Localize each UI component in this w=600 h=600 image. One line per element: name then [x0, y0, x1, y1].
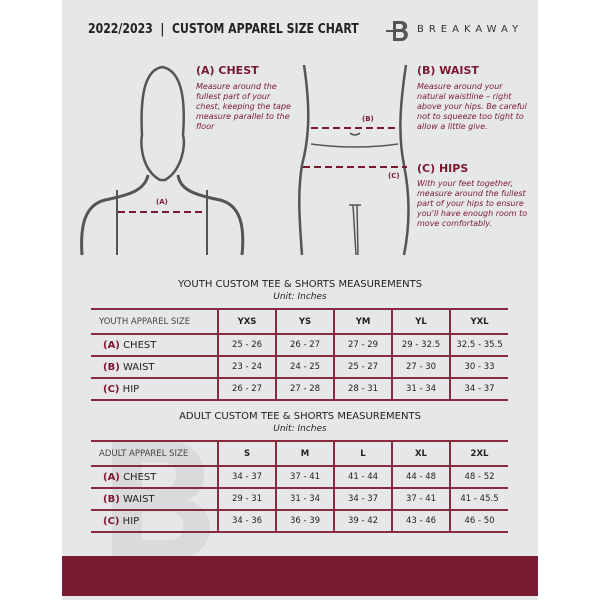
- measurement-value: 43 - 46: [392, 510, 450, 532]
- measurement-value: 48 - 52: [450, 466, 508, 488]
- measurement-value: 26 - 27: [276, 334, 334, 356]
- table-row: [91, 488, 508, 510]
- measurement-value: 27 - 29: [334, 334, 392, 356]
- waist-description: Measure around your natural waistline – right above your hips. Be careful not to squeeze too tight to allow a little give.: [417, 82, 527, 131]
- size-header: YXL: [450, 309, 508, 334]
- measurement-name: HIP: [122, 515, 140, 527]
- measurement-letter: (B): [103, 361, 120, 373]
- measurement-letter: (A): [103, 471, 120, 483]
- size-header: L: [334, 441, 392, 466]
- table-header-row: [91, 441, 508, 466]
- size-header: XL: [392, 441, 450, 466]
- size-header: M: [276, 441, 334, 466]
- measurement-value: 27 - 30: [392, 356, 450, 378]
- table-row: [91, 378, 508, 400]
- measurement-label: [91, 334, 218, 356]
- measurement-value: 25 - 27: [334, 356, 392, 378]
- measurement-label: [91, 356, 218, 378]
- measurement-value: 34 - 37: [334, 488, 392, 510]
- measurement-value: 34 - 37: [218, 466, 276, 488]
- measurement-value: 28 - 31: [334, 378, 392, 400]
- measurement-value: 30 - 33: [450, 356, 508, 378]
- measurement-value: 37 - 41: [392, 488, 450, 510]
- measurement-label: [91, 488, 218, 510]
- measurement-value: 41 - 45.5: [450, 488, 508, 510]
- adult-table-title: ADULT CUSTOM TEE & SHORTS MEASUREMENTS: [179, 411, 421, 422]
- measurement-name: CHEST: [123, 471, 157, 483]
- measurement-name: WAIST: [122, 493, 155, 505]
- measurement-value: 32.5 - 35.5: [450, 334, 508, 356]
- chest-heading: (A) CHEST: [196, 64, 259, 77]
- size-header: S: [218, 441, 276, 466]
- youth-table-title: YOUTH CUSTOM TEE & SHORTS MEASUREMENTS: [177, 279, 423, 290]
- measurement-value: 37 - 41: [276, 466, 334, 488]
- measurement-value: 26 - 27: [218, 378, 276, 400]
- adult-size-table: [91, 440, 508, 533]
- adult-unit: Unit: Inches: [273, 424, 327, 434]
- table-row: [91, 510, 508, 532]
- measurement-value: 41 - 44: [334, 466, 392, 488]
- brand-name: BREAKAWAY: [417, 24, 524, 35]
- measurement-value: 24 - 25: [276, 356, 334, 378]
- measurement-label: [91, 378, 218, 400]
- measurement-letter: (C): [103, 383, 120, 395]
- youth-size-table: [91, 308, 508, 401]
- measurement-value: 44 - 48: [392, 466, 450, 488]
- footer-bar: [62, 556, 538, 596]
- page-title: 2022/2023 | CUSTOM APPAREL SIZE CHART: [88, 22, 359, 37]
- size-header: YL: [392, 309, 450, 334]
- measurement-name: CHEST: [123, 339, 157, 351]
- chest-description: Measure around the fullest part of your chest, keeping the tape measure parallel to the floor: [196, 82, 291, 131]
- size-header: YM: [334, 309, 392, 334]
- size-header: YXS: [218, 309, 276, 334]
- measurement-value: 29 - 32.5: [392, 334, 450, 356]
- table-row: [91, 356, 508, 378]
- lower-body-figure: [299, 65, 408, 255]
- waist-marker: (B): [362, 115, 374, 123]
- measurement-letter: (B): [103, 493, 120, 505]
- hips-marker: (C): [388, 172, 400, 180]
- measurement-value: 39 - 42: [334, 510, 392, 532]
- measurement-value: 29 - 31: [218, 488, 276, 510]
- measurement-value: 46 - 50: [450, 510, 508, 532]
- measurement-label: [91, 466, 218, 488]
- hips-heading: (C) HIPS: [417, 162, 469, 175]
- size-label: ADULT APPAREL SIZE: [91, 441, 218, 466]
- size-label: YOUTH APPAREL SIZE: [91, 309, 218, 334]
- waist-heading: (B) WAIST: [417, 64, 479, 77]
- chest-marker: (A): [156, 198, 168, 206]
- measurement-letter: (A): [103, 339, 120, 351]
- breakaway-logo-icon: [386, 18, 412, 44]
- size-header: YS: [276, 309, 334, 334]
- measurement-value: 34 - 36: [218, 510, 276, 532]
- table-header-row: [91, 309, 508, 334]
- table-row: [91, 466, 508, 488]
- table-row: [91, 334, 508, 356]
- measurement-name: HIP: [122, 383, 140, 395]
- measurement-value: 31 - 34: [276, 488, 334, 510]
- measurement-value: 23 - 24: [218, 356, 276, 378]
- size-header: 2XL: [450, 441, 508, 466]
- measurement-value: 25 - 26: [218, 334, 276, 356]
- measurement-name: WAIST: [122, 361, 155, 373]
- measurement-label: [91, 510, 218, 532]
- measurement-value: 36 - 39: [276, 510, 334, 532]
- measurement-value: 31 - 34: [392, 378, 450, 400]
- youth-unit: Unit: Inches: [273, 292, 327, 302]
- measurement-value: 34 - 37: [450, 378, 508, 400]
- measurement-letter: (C): [103, 515, 120, 527]
- measurement-value: 27 - 28: [276, 378, 334, 400]
- hips-description: With your feet together, measure around the fullest part of your hips to ensure you'll have enough room to move comfortably.: [417, 179, 528, 228]
